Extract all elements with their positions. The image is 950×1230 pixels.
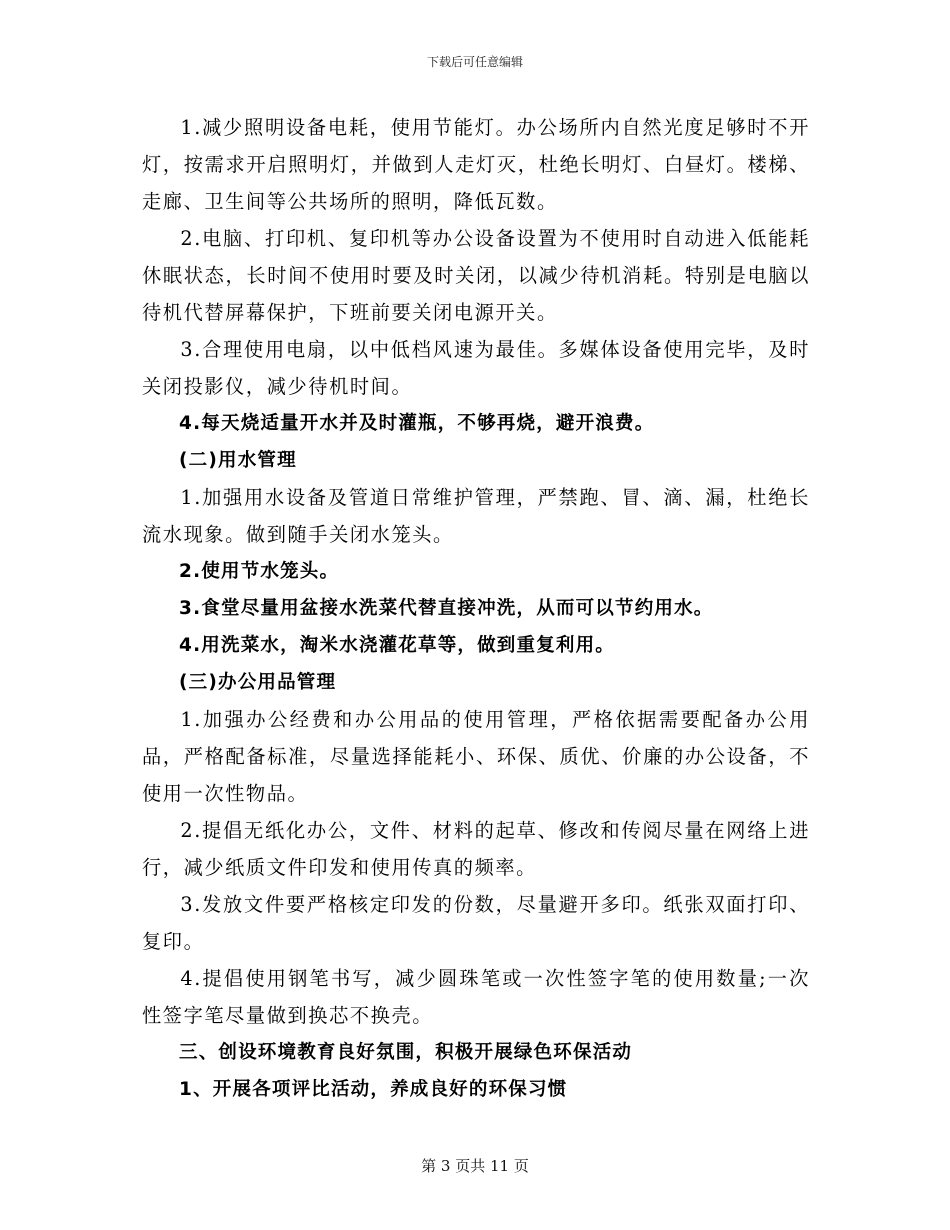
paragraph-printing: 3.发放文件要严格核定印发的份数，尽量避开多印。纸张双面打印、复印。 [142, 893, 810, 953]
page-footer-number: 第 3 页共 11 页 [421, 1157, 529, 1175]
paragraph-office-equipment: 2.电脑、打印机、复印机等办公设备设置为不使用时自动进入低能耗休眠状态，长时间不使用时要及时关闭，以减少待机消耗。特别是电脑以待机代替屏幕保护，下班前要关闭电源开关。 [142, 227, 810, 324]
subsection-heading-activities: 1、开展各项评比活动，养成良好的环保习惯 [179, 1079, 568, 1100]
paragraph-paperless: 2.提倡无纸化办公，文件、材料的起草、修改和传阅尽量在网络上进行，减少纸质文件印发和使用传真的频率。 [142, 819, 810, 879]
paragraph-fans: 3.合理使用电扇，以中低档风速为最佳。多媒体设备使用完毕，及时关闭投影仪，减少待机时间。 [142, 338, 810, 398]
paragraph-pens: 4.提倡使用钢笔书写，减少圆珠笔或一次性签字笔的使用数量;一次性签字笔尽量做到换芯不换壳。 [142, 967, 810, 1027]
paragraph-water-maintenance: 1.加强用水设备及管道日常维护管理，严禁跑、冒、滴、漏，杜绝长流水现象。做到随手关闭水笼头。 [142, 486, 810, 546]
page-header-note: 下载后可任意编辑 [426, 55, 523, 69]
paragraph-boiling-water: 4.每天烧适量开水并及时灌瓶，不够再烧，避开浪费。 [179, 413, 655, 434]
paragraph-lighting: 1.减少照明设备电耗，使用节能灯。办公场所内自然光度足够时不开灯，按需求开启照明灯，并做到人走灯灭，杜绝长明灯、白昼灯。楼梯、走廊、卫生间等公共场所的照明，降低瓦数。 [142, 116, 810, 213]
paragraph-canteen-washing: 3.食堂尽量用盆接水洗菜代替直接冲洗，从而可以节约用水。 [179, 598, 714, 619]
document-body [142, 109, 810, 1108]
section-heading-environment: 三、创设环境教育良好氛围，积极开展绿色环保活动 [179, 1042, 633, 1063]
paragraph-water-faucet: 2.使用节水笼头。 [179, 561, 340, 582]
section-heading-water: (二)用水管理 [179, 450, 297, 471]
section-heading-office-supplies: (三)办公用品管理 [179, 672, 337, 693]
paragraph-water-reuse: 4.用洗菜水，淘米水浇灌花草等，做到重复利用。 [179, 635, 616, 656]
paragraph-office-funds: 1.加强办公经费和办公用品的使用管理，严格依据需要配备办公用品，严格配备标准，尽量选择能耗小、环保、质优、价廉的办公设备，不使用一次性物品。 [142, 708, 810, 805]
